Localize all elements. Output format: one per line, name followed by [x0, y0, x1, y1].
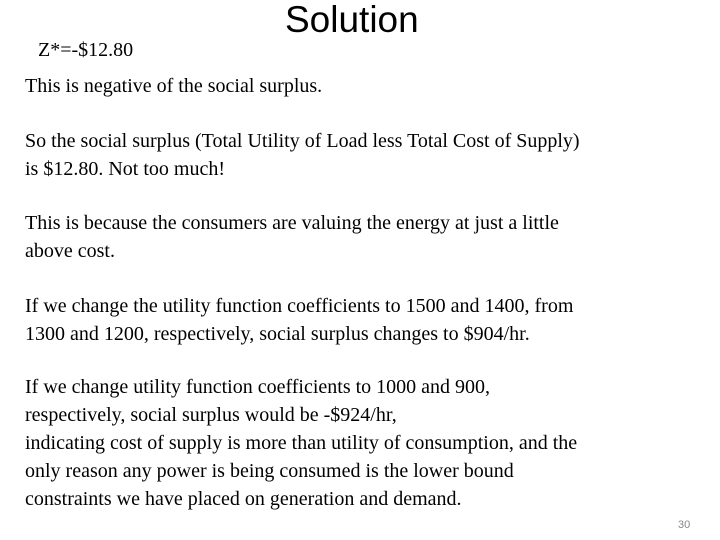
paragraph-line: If we change the utility function coefficients to 1500 and 1400, from — [25, 295, 574, 317]
paragraph-line: only reason any power is being consumed is the lower bound — [25, 460, 514, 482]
paragraph-social-surplus-negative — [25, 72, 715, 100]
paragraph-consumer-valuation — [25, 209, 715, 265]
paragraph-line: This is negative of the social surplus. — [25, 75, 323, 97]
paragraph-line: 1300 and 1200, respectively, social surplus changes to $904/hr. — [25, 323, 530, 345]
paragraph-coefficient-change-negative — [25, 373, 715, 513]
slide-title: Solution — [285, 0, 419, 40]
paragraph-coefficient-change-positive — [25, 292, 715, 348]
paragraph-line: constraints we have placed on generation and demand. — [25, 488, 462, 510]
paragraph-social-surplus-value — [25, 127, 715, 183]
paragraph-line: is $12.80. Not too much! — [25, 158, 225, 180]
paragraph-line: respectively, social surplus would be -$924/hr, — [25, 404, 397, 426]
objective-value: Z*=-$12.80 — [38, 39, 134, 61]
page-number: 30 — [678, 519, 691, 531]
paragraph-line: If we change utility function coefficients to 1000 and 900, — [25, 376, 491, 398]
paragraph-line: This is because the consumers are valuing the energy at just a little — [25, 212, 559, 234]
paragraph-line: indicating cost of supply is more than utility of consumption, and the — [25, 432, 578, 454]
paragraph-line: above cost. — [25, 240, 115, 262]
paragraph-line: So the social surplus (Total Utility of Load less Total Cost of Supply) — [25, 130, 580, 152]
